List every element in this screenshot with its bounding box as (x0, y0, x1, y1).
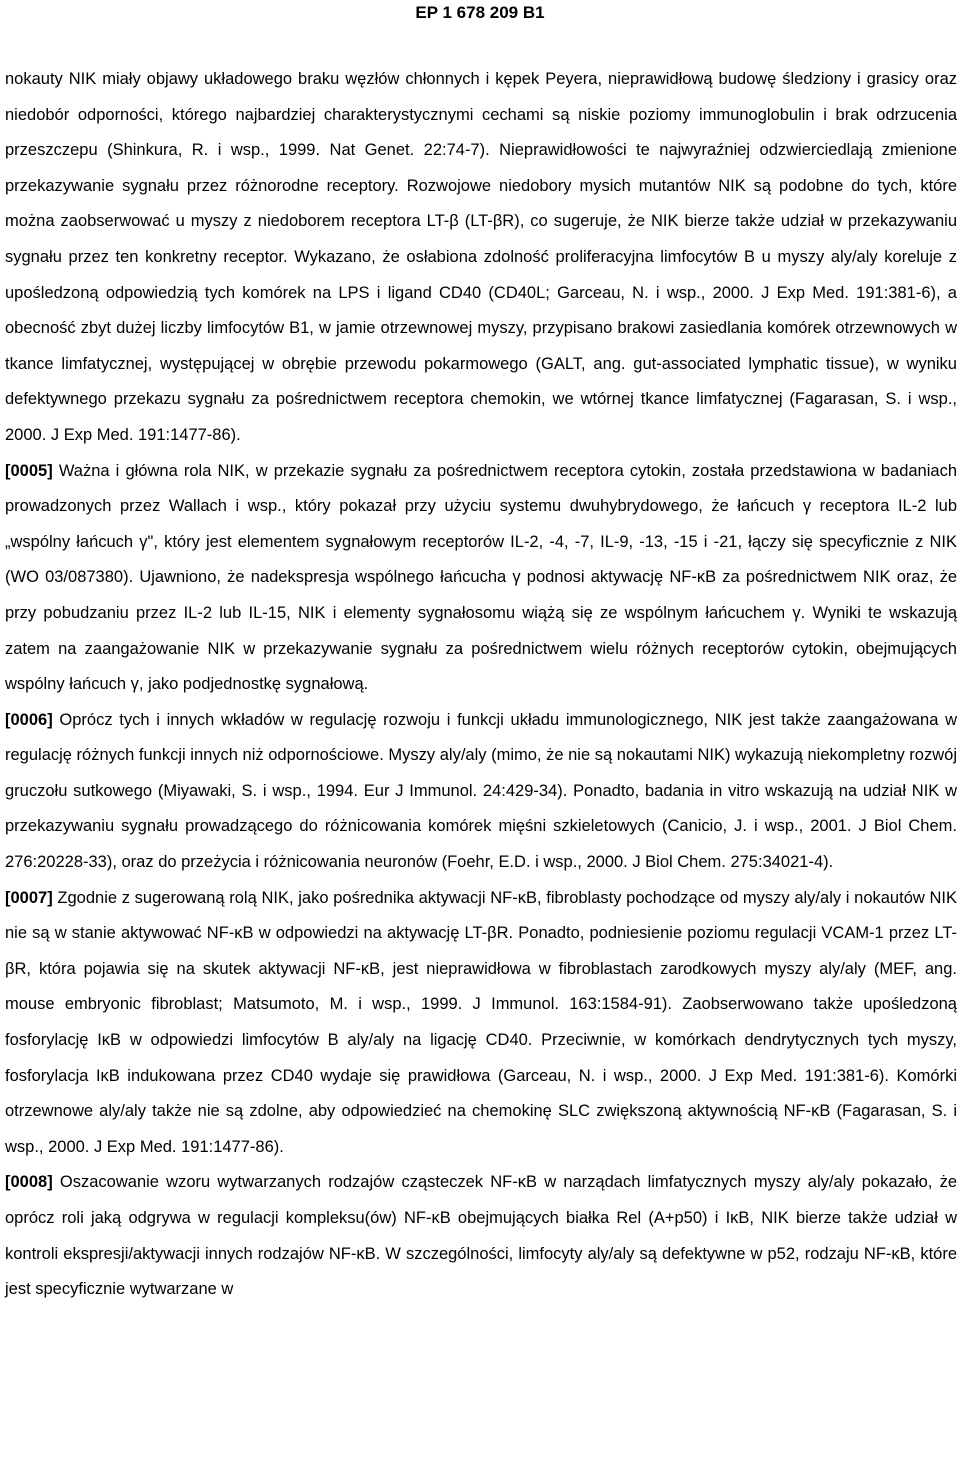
paragraph (5, 1165, 957, 1307)
paragraph-number: [0006] (5, 710, 53, 729)
patent-number: EP 1 678 209 B1 (415, 3, 545, 22)
paragraph-text: nokauty NIK miały objawy układowego braku węzłów chłonnych i kępek Peyera, nieprawidłową budowę śledziony i grasicy oraz niedobór odporności, którego najbardziej charakterystycznymi cechami są niskie poziomy immunoglobulin i brak odrzucenia przeszczepu (Shinkura, R. i wsp., 1999. Nat Genet. 22:74-7). Nieprawidłowości te najwyraźniej odzwierciedlają zmienione przekazywanie sygnału przez różnorodne receptory. Rozwojowe niedobory mysich mutantów NIK są podobne do tych, które można zaobserwować u myszy z niedoborem receptora LT-β (LT-βR), co sugeruje, że NIK bierze także udział w przekazywaniu sygnału przez ten konkretny receptor. Wykazano, że osłabiona zdolność proliferacyjna limfocytów B u myszy aly/aly koreluje z upośledzoną odpowiedzią tych komórek na LPS i ligand CD40 (CD40L; Garceau, N. i wsp., 2000. J Exp Med. 191:381-6), a obecność zbyt dużej liczby limfocytów B1, w jamie otrzewnowej myszy, przypisano brakowi zasiedlania komórek otrzewnowych w tkance limfatycznej, występującej w obrębie przewodu pokarmowego (GALT, ang. gut-associated lymphatic tissue), w wyniku defektywnego przekazu sygnału za pośrednictwem receptora chemokin, we wtórnej tkance limfatycznej (Fagarasan, S. i wsp., 2000. J Exp Med. 191:1477-86). (5, 70, 957, 444)
paragraph (5, 703, 957, 881)
paragraph-number: [0007] (5, 888, 53, 907)
page-header (0, 0, 960, 26)
paragraph-text: Ważna i główna rola NIK, w przekazie sygnału za pośrednictwem receptora cytokin, została przedstawiona w badaniach prowadzonych przez Wallach i wsp., który pokazał przy użyciu systemu dwuhybrydowego, że łańcuch γ receptora IL-2 lub „wspólny łańcuch γ", który jest elementem sygnałowym receptorów IL-2, -4, -7, IL-9, -13, -15 i -21, łączy się specyficznie z NIK (WO 03/087380). Ujawniono, że nadekspresja wspólnego łańcucha γ podnosi aktywację NF-κB za pośrednictwem NIK oraz, że przy pobudzaniu przez IL-2 lub IL-15, NIK i elementy sygnałosomu wiążą się ze wspólnym łańcuchem γ. Wyniki te wskazują zatem na zaangażowanie NIK w przekazywanie sygnału za pośrednictwem wielu różnych receptorów cytokin, obejmujących wspólny łańcuch γ, jako podjednostkę sygnałową. (5, 461, 957, 694)
paragraph-text: Oprócz tych i innych wkładów w regulację rozwoju i funkcji układu immunologicznego, NIK jest także zaangażowana w regulację różnych funkcji innych niż odpornościowe. Myszy aly/aly (mimo, że nie są nokautami NIK) wykazują niekompletny rozwój gruczołu sutkowego (Miyawaki, S. i wsp., 1994. Eur J Immunol. 24:429-34). Ponadto, badania in vitro wskazują na udział NIK w przekazywaniu sygnału prowadzącego do różnicowania komórek mięśni szkieletowych (Canicio, J. i wsp., 2001. J Biol Chem. 276:20228-33), oraz do przeżycia i różnicowania neuronów (Foehr, E.D. i wsp., 2000. J Biol Chem. 275:34021-4). (5, 710, 957, 872)
document-body (5, 62, 957, 1308)
paragraph-text: Oszacowanie wzoru wytwarzanych rodzajów cząsteczek NF-κB w narządach limfatycznych myszy aly/aly pokazało, że oprócz roli jaką odgrywa w regulacji kompleksu(ów) NF-κB obejmujących białka Rel (A+p50) i IκB, NIK bierze także udział w kontroli ekspresji/aktywacji innych rodzajów NF-κB. W szczególności, limfocyty aly/aly są defektywne w p52, rodzaju NF-κB, które jest specyficznie wytwarzane w (5, 1173, 957, 1299)
paragraph-number: [0008] (5, 1173, 53, 1192)
paragraph (5, 881, 957, 1166)
paragraph-text: Zgodnie z sugerowaną rolą NIK, jako pośrednika aktywacji NF-κB, fibroblasty pochodzące od myszy aly/aly i nokautów NIK nie są w stanie aktywować NF-κB w odpowiedzi na aktywację LT-βR. Ponadto, podniesienie poziomu regulacji VCAM-1 przez LT-βR, która pojawia się na skutek aktywacji NF-κB, jest nieprawidłowa w fibroblastach zarodkowych myszy aly/aly (MEF, ang. mouse embryonic fibroblast; Matsumoto, M. i wsp., 1999. J Immunol. 163:1584-91). Zaobserwowano także upośledzoną fosforylację IκB w odpowiedzi limfocytów B aly/aly na ligację CD40. Przeciwnie, w komórkach dendrytycznych tych myszy, fosforylacja IκB indukowana przez CD40 wydaje się prawidłowa (Garceau, N. i wsp., 2000. J Exp Med. 191:381-6). Komórki otrzewnowe aly/aly także nie są zdolne, aby odpowiedzieć na chemokinę SLC zwiększoną aktywnością NF-κB (Fagarasan, S. i wsp., 2000. J Exp Med. 191:1477-86). (5, 888, 957, 1156)
paragraph (5, 62, 957, 454)
paragraph-number: [0005] (5, 461, 53, 480)
paragraph (5, 454, 957, 703)
